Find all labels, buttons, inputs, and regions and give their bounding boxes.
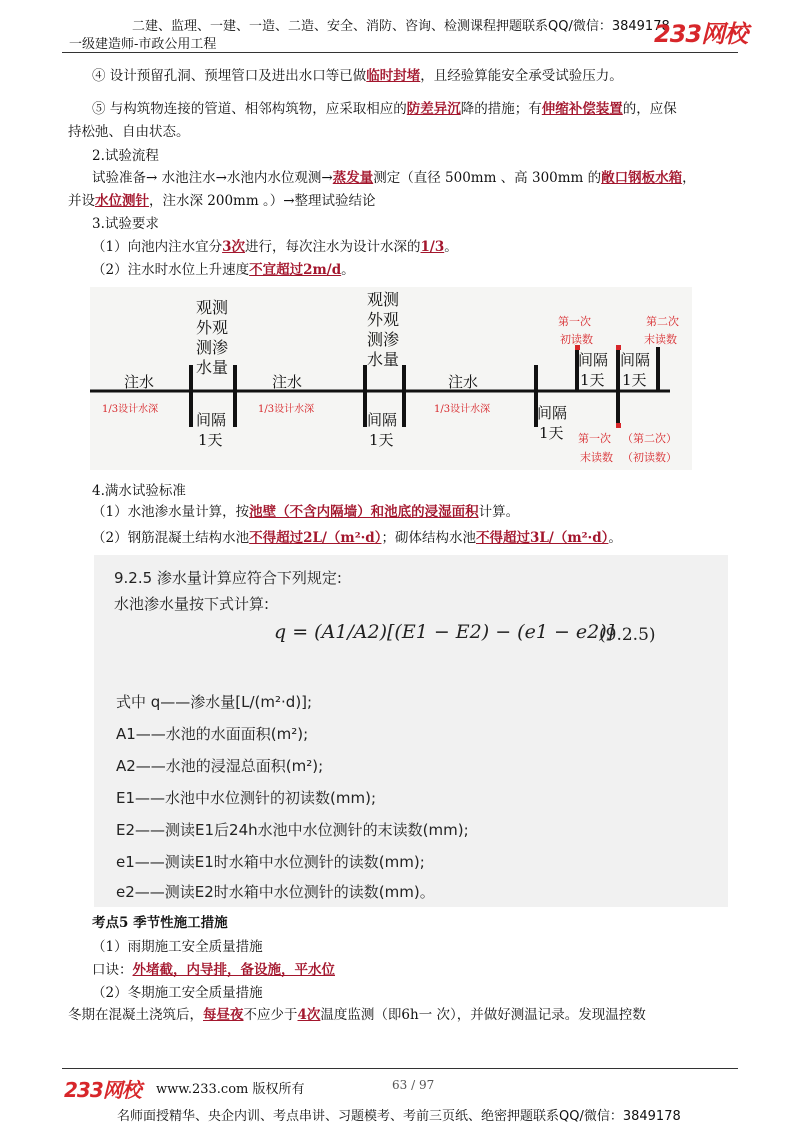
diagram-svg: [90, 287, 692, 470]
observe-label: 水量: [367, 350, 400, 369]
mnemonic-line: 口诀：外堵截，内导排，备设施，平水位: [92, 962, 335, 978]
interval-label: 1天: [198, 431, 223, 449]
reading-label-top: 第二次: [646, 315, 679, 328]
reading-label-bottom: （初读数）: [622, 451, 677, 464]
segment-label: 注水: [448, 373, 479, 391]
subsection-heading: （2）冬期施工安全质量措施: [92, 985, 263, 1001]
interval-label: 间隔: [537, 404, 568, 422]
formula-intro: 水池渗水量按下式计算:: [114, 595, 270, 613]
reading-label-bottom: 末读数: [580, 451, 613, 464]
segment-label: 注水: [124, 373, 155, 391]
observe-label: 测渗: [367, 330, 400, 349]
segment-note: 1/3设计水深: [434, 404, 491, 415]
highlight-term: 3次: [222, 239, 245, 255]
formula-excerpt: [94, 555, 728, 907]
highlight-term: 外堵截，内导排，备设施，平水位: [132, 962, 335, 978]
paragraph-item-4: ④ 设计预留孔洞、预埋管口及进出水口等已做临时封堵，且经验算能安全承受试验压力。: [92, 68, 623, 84]
subsection-heading: （1）雨期施工安全质量措施: [92, 939, 263, 955]
page-number: 63 / 97: [392, 1078, 435, 1092]
paragraph-winter: 冬期在混凝土浇筑后，每昼夜不应少于4次温度监测（即6h一 次），并做好测温记录。发现温控数: [68, 1007, 646, 1023]
formula-def: A1——水池的水面面积(m²);: [116, 725, 309, 743]
formula-heading: 9.2.5 渗水量计算应符合下列规定:: [114, 569, 342, 587]
formula-def: A2——水池的浸湿总面积(m²);: [116, 757, 324, 775]
standard-2: （2）钢筋混凝土结构水池不得超过2L/（m²·d）；砌体结构水池不得超过3L/（m²·d）。: [92, 530, 622, 546]
reading-label-top: 末读数: [644, 333, 677, 346]
highlight-term: 蒸发量: [332, 170, 374, 186]
highlight-term: 不得超过2L/（m²·d）: [249, 530, 382, 546]
observe-label: 外观: [196, 318, 229, 337]
interval-label: 间隔: [578, 351, 609, 369]
interval-label: 间隔: [196, 411, 227, 429]
paragraph-item-5: ⑤ 与构筑物连接的管道、相邻构筑物，应采取相应的防差异沉降的措施；有伸缩补偿装置的，应保: [92, 101, 677, 117]
highlight-term: 4次: [297, 1007, 321, 1023]
observe-label: 观测: [367, 290, 400, 309]
footer-logo: 233网校: [64, 1078, 141, 1102]
highlight-term: 每昼夜: [203, 1007, 244, 1023]
water-filling-diagram: [90, 287, 692, 470]
highlight-term: 伸缩补偿装置: [541, 101, 623, 117]
formula-def: 式中 q——渗水量[L/(m²·d)];: [116, 693, 313, 711]
footer-divider: [62, 1068, 738, 1069]
observe-label: 外观: [367, 310, 400, 329]
brand-logo: 233网校: [654, 20, 748, 48]
standard-1: （1）水池渗水量计算，按池壁（不含内隔墙）和池底的浸湿面积计算。: [92, 504, 520, 520]
formula-equation: q = (A1/A2)[(E1 − E2) − (e1 − e2)]: [274, 621, 615, 643]
highlight-term: 池壁（不含内隔墙）和池底的浸湿面积: [249, 504, 479, 520]
reading-label-top: 第一次: [558, 315, 591, 328]
reading-label-bottom: 第一次: [578, 432, 611, 445]
header-subtitle: 一级建造师-市政公用工程: [69, 37, 217, 52]
reading-mark: [616, 345, 621, 350]
header-divider: [62, 52, 738, 53]
reading-label-bottom: （第二次）: [622, 432, 677, 445]
section-heading: 2.试验流程: [92, 148, 159, 164]
footer-tagline: 名师面授精华、央企内训、考点串讲、习题模考、考前三页纸、绝密押题联系QQ/微信：3849178: [117, 1109, 681, 1124]
segment-note: 1/3设计水深: [258, 404, 315, 415]
section-heading: 3.试验要求: [92, 216, 159, 232]
requirement-1: （1）向池内注水宜分3次进行，每次注水为设计水深的1/3。: [92, 239, 458, 255]
highlight-term: 不得超过3L/（m²·d）: [476, 530, 609, 546]
reading-label-top: 初读数: [560, 333, 593, 346]
highlight-term: 不宜超过2m/d: [249, 262, 342, 278]
footer-site: www.233.com 版权所有: [156, 1082, 305, 1097]
observe-label: 测渗: [196, 338, 229, 357]
formula-def: e2——测读E2时水箱中水位测针的读数(mm)。: [116, 883, 435, 901]
highlight-term: 敞口钢板水箱: [601, 170, 683, 186]
formula-def: E1——水池中水位测针的初读数(mm);: [116, 789, 377, 807]
section-heading: 考点5 季节性施工措施: [92, 915, 228, 931]
segment-label: 注水: [272, 373, 303, 391]
reading-mark: [616, 423, 621, 428]
header-banner: 二建、监理、一建、一造、二造、安全、消防、咨询、检测课程押题联系QQ/微信：3849178: [132, 19, 670, 34]
requirement-2: （2）注水时水位上升速度不宜超过2m/d。: [92, 262, 355, 278]
interval-label: 1天: [622, 371, 647, 389]
paragraph-process: 试验准备→ 水池注水→水池内水位观测→蒸发量测定（直径 500mm 、高 300mm 的敞口钢板水箱，: [92, 170, 696, 186]
section-heading: 4.满水试验标准: [92, 483, 186, 499]
interval-label: 间隔: [367, 411, 398, 429]
highlight-term: 1/3: [420, 239, 445, 255]
highlight-term: 临时封堵: [366, 68, 421, 84]
segment-note: 1/3设计水深: [102, 404, 159, 415]
formula-def: E2——测读E1后24h水池中水位测针的末读数(mm);: [116, 821, 469, 839]
highlight-term: 防差异沉: [406, 101, 461, 117]
highlight-term: 水位测针: [95, 193, 149, 209]
interval-label: 间隔: [620, 351, 651, 369]
interval-label: 1天: [580, 371, 605, 389]
page-header: [0, 0, 800, 52]
observe-label: 观测: [196, 298, 229, 317]
paragraph-continuation: 并设水位测针，注水深 200mm 。）→整理试验结论: [68, 193, 376, 209]
observe-label: 水量: [196, 358, 229, 377]
formula-def: e1——测读E1时水箱中水位测针的读数(mm);: [116, 853, 425, 871]
interval-label: 1天: [539, 424, 564, 442]
interval-label: 1天: [369, 431, 394, 449]
paragraph-continuation: 持松弛、自由状态。: [68, 124, 190, 140]
formula-number: (9.2.5): [599, 625, 656, 645]
